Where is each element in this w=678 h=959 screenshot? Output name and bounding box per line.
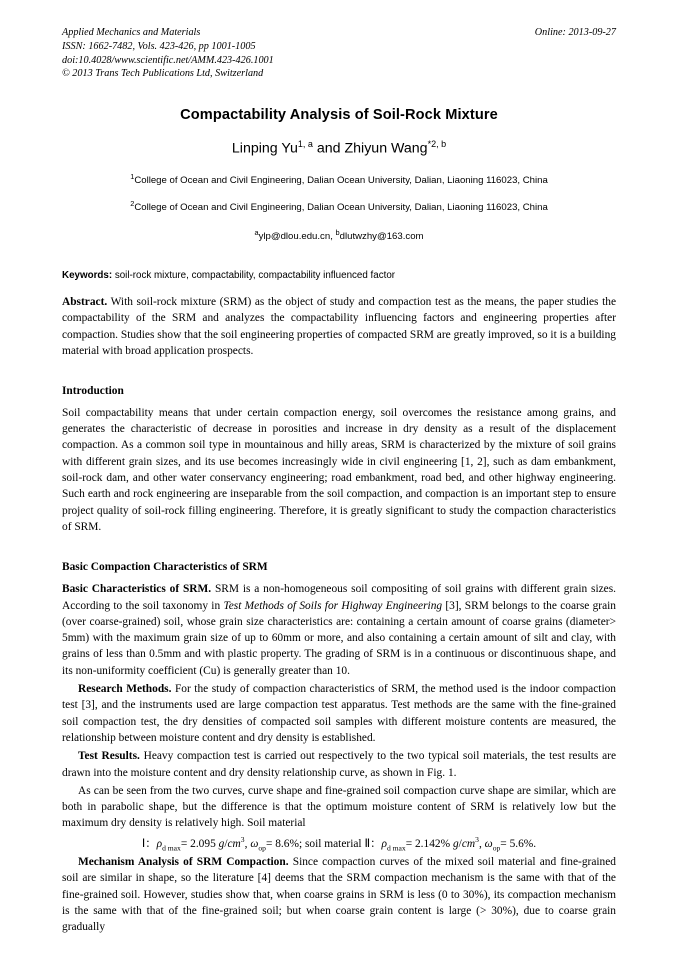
author-list — [62, 139, 616, 157]
material-2-unit-denominator: cm — [461, 837, 476, 850]
online-date-text: Online: 2013-09-27 — [534, 27, 616, 38]
material-2-unit-power: 3 — [475, 834, 479, 844]
formula-soil-material-values: Ⅰ：$\rho_{d max}= 2.095$ $g/cm^3$, $\omega_{op}= 8.6\%$; soil material Ⅱ：$\rho_{d max}= 2.142\%$ $g/cm^3$, $\omega_{op}= 5.6\%$. — [141, 834, 537, 852]
formula-separator: ; soil material — [298, 837, 362, 850]
material-1-unit-power: 3 — [240, 834, 245, 844]
affiliation-2 — [62, 198, 616, 216]
issn-line: ISSN: 1662-7482, Vols. 423-426, pp 1001-1005 — [62, 40, 256, 52]
material-1-rho-subscript: d max — [162, 843, 181, 852]
page-title: Compactability Analysis of Soil-Rock Mixture — [180, 107, 498, 124]
lead-in-basic-characteristics: Basic Characteristics of SRM. — [62, 583, 212, 596]
abstract-block — [62, 294, 616, 359]
basic-characteristics-text-b: [3], SRM belongs to the coarse grain (over coarse-grained) soil, whose grain size characteristics are: containing a certain amount of coarse grains (diameter> 5mm) with the maximum grain size of up to 60mm or more, and also containing a certain amount of silt and clay, with grains of less than 0.5mm and with plastic property. The grading of SRM is in a continuous or discontinuous shape, and its non-uniformity coefficient (Cu) is generally greater than 10. — [62, 599, 616, 677]
material-1-rho-value: = 2.095 — [180, 837, 216, 850]
material-2-rho-subscript: d max — [386, 843, 406, 852]
lead-in-test-results: Test Results. — [78, 750, 140, 763]
author-2-name: Zhiyun Wang — [344, 140, 428, 157]
material-2-omega-value: = 5.6%. — [500, 837, 537, 850]
affiliation-1 — [62, 171, 616, 189]
keywords-label: Keywords: — [62, 270, 113, 282]
material-2-label: Ⅱ — [364, 837, 371, 850]
section-heading-introduction: Introduction — [62, 384, 124, 397]
material-2-omega-subscript: op — [492, 843, 501, 852]
material-2-omega-symbol: ω — [484, 837, 493, 850]
email-a-marker: a — [254, 227, 259, 237]
abstract-label: Abstract. — [62, 296, 108, 309]
author-1-name: Linping Yu — [231, 140, 298, 157]
basic-characteristics-text-a: SRM is a non-homogeneous soil compositing of soil grains with different grain sizes. According to the soil taxonomy in — [62, 583, 616, 612]
author-conjunction: and — [312, 140, 345, 157]
affiliation-1-text: College of Ocean and Civil Engineering, Dalian Ocean University, Dalian, Liaoning 116023, China — [134, 174, 548, 186]
lead-in-mechanism-analysis: Mechanism Analysis of SRM Compaction. — [78, 856, 289, 868]
material-1-unit-denominator: cm — [227, 837, 241, 850]
online-date — [535, 26, 616, 40]
email-b-marker: b — [335, 227, 340, 237]
paragraph-test-results — [62, 748, 616, 781]
material-2-rho-symbol: ρ — [381, 837, 387, 850]
email-a[interactable]: ylp@dlou.edu.cn, — [258, 231, 336, 243]
material-2-unit-numerator: g — [452, 837, 459, 850]
abstract-text: With soil-rock mixture (SRM) as the object of study and compaction test as the means, the paper studies the compactability of the SRM and analyzes the compactability influencing factors and engineering properties after compaction. Studies show that the soil engineering properties of compacted SRM are greatly improved, so it is a building material with broad application prospects. — [62, 296, 616, 357]
test-results-text: Heavy compaction test is carried out respectively to the two typical soil materials, the test results are drawn into the moisture content and dry density relationship curve, as shown in Fig. 1. — [62, 750, 616, 779]
material-1-omega-subscript: op — [258, 843, 266, 852]
material-1-omega-symbol: ω — [250, 837, 259, 850]
material-1-omega-value: = 8.6% — [265, 837, 299, 850]
keywords-line — [62, 270, 616, 281]
keywords-value: soil-rock mixture, compactability, compactability influenced factor — [112, 270, 396, 282]
research-methods-text: For the study of compaction characteristics of SRM, the method used is the indoor compaction test [3], and the instruments used are large compaction test apparatus. Test methods are the same with the fine-grained soil compaction test, the dry densities of compacted soil samples with different moisture contents are measured, the relationship between moisture content and dry density is established. — [62, 683, 616, 744]
paragraph-mechanism-analysis — [62, 854, 616, 935]
affiliation-1-marker: 1 — [130, 171, 135, 181]
affiliation-2-text: College of Ocean and Civil Engineering, Dalian Ocean University, Dalian, Liaoning 116023, China — [134, 202, 548, 214]
copyright-line: © 2013 Trans Tech Publications Ltd, Switzerland — [62, 68, 264, 80]
author-1-affil-marker: 1, a — [297, 139, 313, 150]
section-heading-basic-compaction: Basic Compaction Characteristics of SRM — [62, 561, 268, 574]
author-emails — [62, 228, 616, 242]
email-b[interactable]: dlutwzhy@163.com — [339, 231, 424, 243]
paragraph-research-methods — [62, 681, 616, 746]
cited-standard-title: Test Methods of Soils for Highway Engineering — [223, 599, 443, 612]
journal-name: Applied Mechanics and Materials — [62, 27, 201, 38]
journal-info — [62, 26, 274, 81]
paragraph-basic-characteristics — [62, 581, 616, 679]
material-1-unit-numerator: g — [218, 837, 225, 850]
material-1-rho-symbol: ρ — [156, 837, 163, 850]
lead-in-research-methods: Research Methods. — [78, 683, 172, 696]
material-1-label: Ⅰ — [141, 837, 146, 850]
affiliation-2-marker: 2 — [130, 199, 135, 209]
page-header — [62, 26, 616, 81]
mechanism-analysis-text: Since compaction curves of the mixed soil material and fine-grained soil are similar in shape, so the literature [4] deems that the SRM compaction mechanism is the same with that of the fine-grained soil. However, studies show that, when coarse grains in SRM is less (0 to 30%), its compaction mechanism is the same with that of the fine-grained soil; but when coarse grain content is large (> 30%), due to coarse grain gradually — [62, 856, 617, 934]
author-2-affil-marker: *2, b — [427, 139, 447, 150]
doi-line: doi:10.4028/www.scientific.net/AMM.423-426.1001 — [62, 54, 274, 66]
introduction-paragraph: Soil compactability means that under certain compaction energy, soil overcomes the resistance among grains, and generates the characteristic of decrease in porosities and increase in dry density as a result of the displacement compaction. As a common soil type in mountainous and hilly areas, SRM is characterized by the mixture of soil grains with different grain sizes, and its use becomes increasingly wide in civil engineering [1, 2], such as dam embankment, soil-rock dam, and other water conservancy engineering; road embankment, road bed, and other highway engineering. Such earth and rock engineering are inseparable from the soil compaction, and compaction is an important step to ensure project quality of soil-rock filling engineering. Therefore, it is greatly significant to study the compaction characteristics of SRM. — [62, 406, 616, 533]
material-2-rho-value: = 2.142% — [405, 837, 451, 850]
paragraph-curve-comparison: As can be seen from the two curves, curve shape and fine-grained soil compaction curve shape are similar, which are both in parabolic shape, but the difference is that the optimum moisture content of SRM is relatively low but the maximum dry density is relatively high. Soil material — [62, 784, 616, 830]
